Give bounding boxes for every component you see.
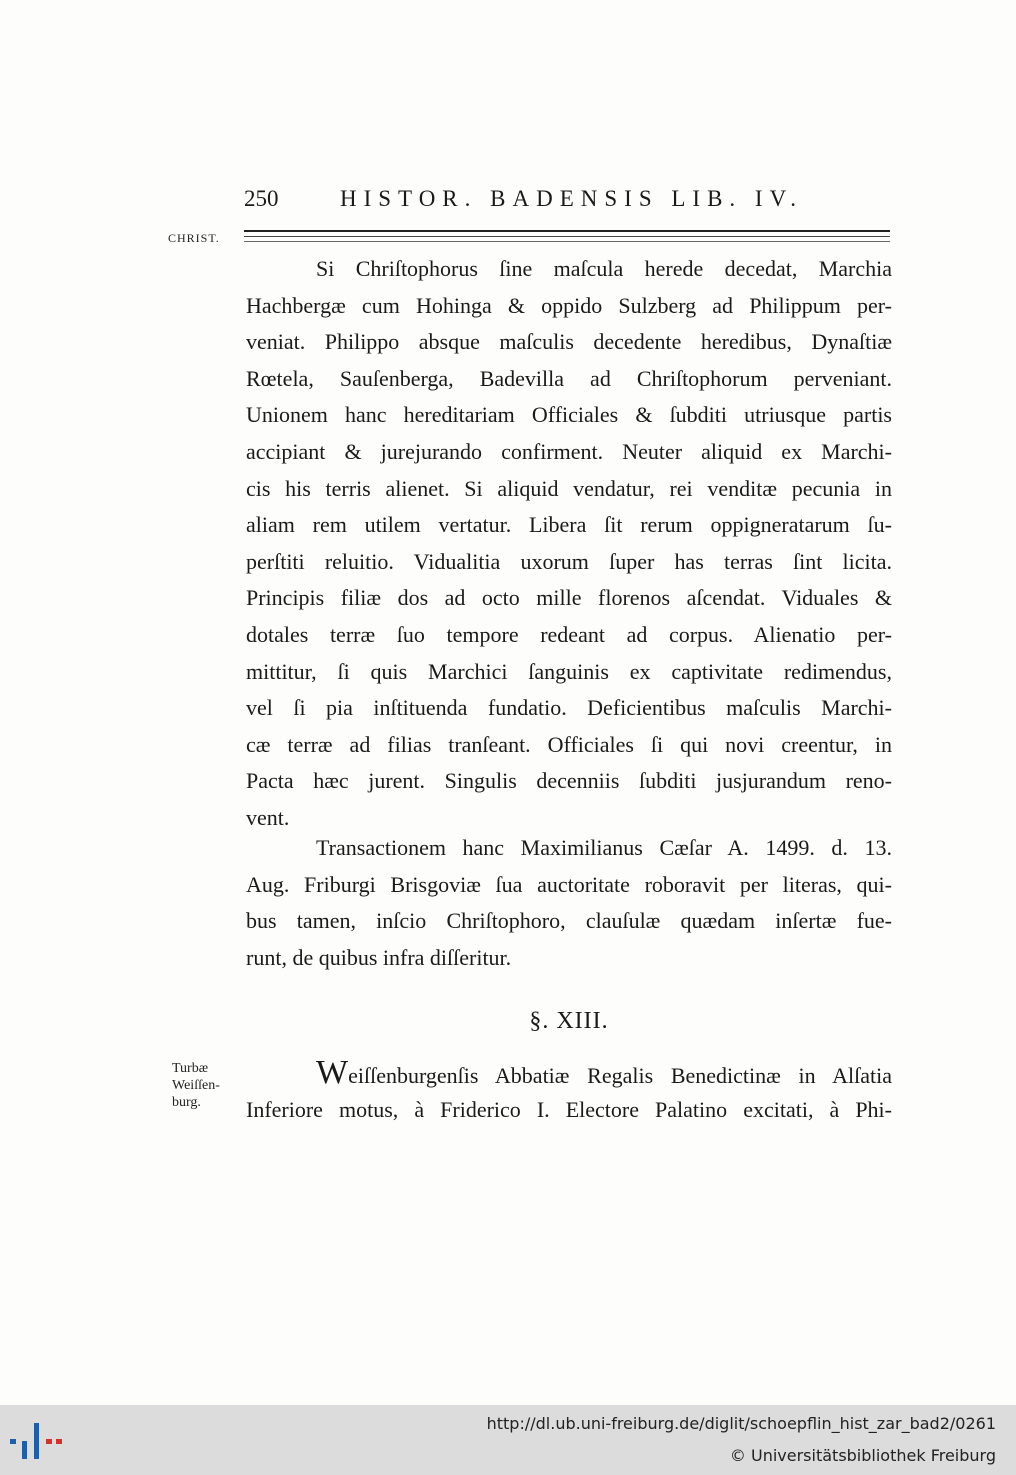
text-line: Aug. Friburgi Brisgoviæ ſua auctoritate roboravit per literas, qui- — [246, 871, 892, 897]
text-line: Transactionem hanc Maximilianus Cæſar A. 1499. d. 13. — [316, 835, 892, 860]
footer-bar — [0, 1405, 1016, 1475]
section-heading: §. XIII. — [529, 1008, 609, 1034]
text-line: Inferiore motus, à Friderico I. Electore Palatino excitati, à Phi- — [246, 1096, 892, 1122]
running-head — [244, 186, 894, 218]
margin-note-line: Weiſſen- — [172, 1078, 220, 1093]
footer-copyright: © Universitätsbibliothek Freiburg — [729, 1446, 996, 1465]
text-line — [246, 1055, 892, 1092]
text-line: vent. — [246, 804, 290, 830]
text-line: Si Chriſtophorus ſine maſcula herede decedat, Marchia — [316, 256, 892, 281]
margin-note-christ: CHRIST. — [168, 231, 220, 245]
running-title: HISTOR. BADENSIS LIB. IV. — [340, 186, 803, 211]
text-line: accipiant & jurejurando confirment. Neuter aliquid ex Marchi- — [246, 438, 892, 464]
text-line: dotales terræ ſuo tempore redeant ad corpus. Alienatio per- — [246, 621, 892, 647]
header-rule — [244, 241, 890, 242]
header-rule — [244, 230, 890, 232]
ub-freiburg-logo-icon[interactable] — [10, 1421, 66, 1461]
margin-note-line: burg. — [172, 1095, 201, 1110]
text-line: Hachbergæ cum Hohinga & oppido Sulzberg ad Philippum per- — [246, 292, 892, 318]
text-line: cis his terris alienet. Si aliquid vendatur, rei venditæ pecunia in — [246, 475, 892, 501]
text-line: runt, de quibus infra diſſeritur. — [246, 944, 512, 970]
header-rule — [244, 236, 890, 237]
text-line: Pacta hæc jurent. Singulis decenniis ſubditi jusjurandum reno- — [246, 768, 892, 794]
text-line: Principis filiæ dos ad octo mille florenos aſcendat. Viduales & — [246, 585, 892, 611]
margin-note-line: Turbæ — [172, 1061, 209, 1076]
page-number: 250 — [244, 186, 279, 211]
text-line: mittitur, ſi quis Marchici ſanguinis ex captivitate redimendus, — [246, 658, 892, 684]
paragraph-1 — [246, 251, 892, 837]
paragraph-2 — [246, 830, 892, 976]
margin-note-turbae — [172, 1060, 246, 1111]
dropcap: W — [316, 1054, 349, 1091]
text-line: Unionem hanc hereditariam Officiales & ſubditi utriusque partis — [246, 402, 892, 428]
paragraph-3 — [246, 1055, 892, 1128]
text-line: cæ terræ ad filias tranſeant. Officiales ſi qui novi creentur, in — [246, 731, 892, 757]
text-line: bus tamen, inſcio Chriſtophoro, clauſulæ quædam inſertæ fue- — [246, 908, 892, 934]
text-line: vel ſi pia inſtituenda fundatio. Deficientibus maſculis Marchi- — [246, 695, 892, 721]
text-line: veniat. Philippo absque maſculis decedente heredibus, Dynaſtiæ — [246, 329, 892, 355]
text-line: Rœtela, Sauſenberga, Badevilla ad Chriſtophorum perveniant. — [246, 365, 892, 391]
text-line-rest: eiſſenburgenſis Abbatiæ Regalis Benedictinæ in Alſatia — [348, 1063, 892, 1088]
text-line: aliam rem utilem vertatur. Libera ſit rerum oppigneratarum ſu- — [246, 512, 892, 538]
text-line: perſtiti reluitio. Vidualitia uxorum ſuper has terras ſint licita. — [246, 548, 892, 574]
footer-url-link[interactable]: http://dl.ub.uni-freiburg.de/diglit/schoepflin_hist_zar_bad2/0261 — [486, 1414, 996, 1433]
